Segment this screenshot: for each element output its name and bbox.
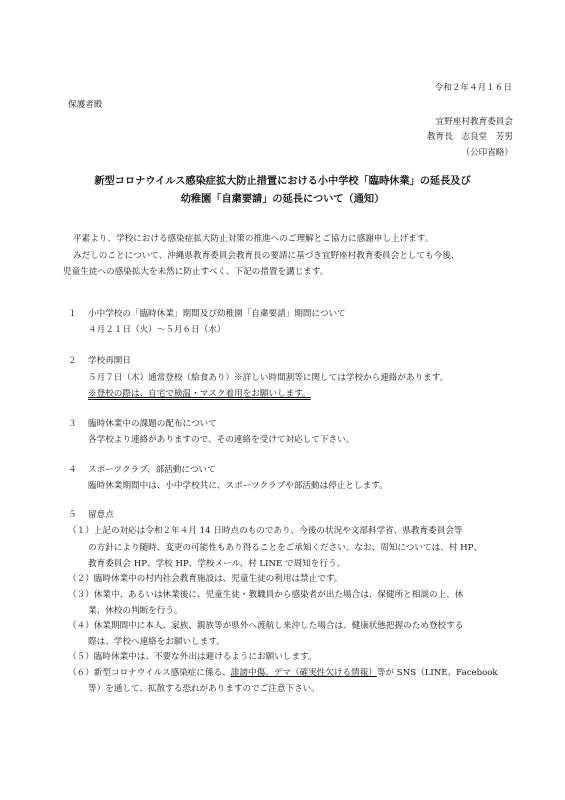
recipient: 保護者殿 — [68, 100, 103, 110]
section2-body-line1: ５月７日（木）通常登校（給食あり）※詳しい時間割等に関しては学校から連絡があります。 — [88, 373, 449, 383]
section5-number: ５ — [68, 510, 77, 520]
note6-suffix: 等が SNS（LINE、Facebook — [376, 668, 498, 678]
issue-date: 令和２年４月１６日 — [434, 83, 512, 93]
intro-line1: 平素より、学校における感染症拡大防止対策の推進へのご理解とご協力に感謝申し上げます。 — [73, 234, 434, 244]
section5-heading: 留意点 — [88, 510, 114, 520]
section3-body: 各学校より連絡がありますので、その連絡を受けて対応して下さい。 — [88, 435, 355, 445]
section1-number: １ — [68, 309, 77, 319]
section4-body: 臨時休業期間中は、小中学校共に、スポーツクラブや部活動は停止とします。 — [88, 481, 388, 491]
note3-line1: （３）休業中、あるいは休業後に、児童生徒・教職員から感染者が出た場合は、保健所と相談の上、休 — [68, 590, 464, 600]
section3-heading: 臨時休業中の課題の配布について — [88, 419, 217, 429]
section2-number: ２ — [68, 356, 77, 366]
note6-underlined-phrase: 誹謗中傷、デマ（確実性欠ける情報） — [230, 668, 377, 678]
section2-heading: 学校再開日 — [88, 356, 131, 366]
section2-body-line2: ※登校の際は、自宅で検温・マスク着用をお願いします。 — [88, 389, 311, 399]
section1-heading: 小中学校の「臨時休業」期間及び幼稚園「自粛要請」期間について — [88, 309, 346, 319]
section3-number: ３ — [68, 419, 77, 429]
note6-line1 — [68, 669, 498, 678]
note6-line2: 等）を通して、拡散する恐れがありますのでご注意下さい。 — [88, 684, 320, 694]
note1-line2: の方針により随時、変更の可能性もあり得ることをご承知ください。なお、周知については、村 HP、 — [88, 543, 482, 553]
sender-name: 教育長 志良堂 芳男 — [427, 132, 513, 142]
note6-prefix: （６）新型コロナウイルス感染症に係る、 — [68, 668, 231, 678]
note1-line3: 教育委員会 HP、学校 HP、学校メール、村 LINE で周知を行う。 — [88, 559, 346, 569]
section1-body: ４月２１日（火）～５月６日（水） — [88, 325, 226, 335]
document-title-line2: 幼稚園「自粛要請」の延長について（通知） — [180, 193, 385, 205]
section4-number: ４ — [68, 465, 77, 475]
note1-line1: （１）上記の対応は令和２年４月 14 日時点のものであり、今後の状況や文部科学省、県教育委員会等 — [68, 526, 463, 536]
note2: （２）臨時休業中の村内社会教育施設は、児童生徒の利用は禁止です。 — [68, 574, 343, 584]
intro-line3: 児童生徒への感染拡大を未然に防止すべく、下記の措置を講じます。 — [63, 267, 329, 277]
sender-organization: 宜野座村教育委員会 — [435, 117, 513, 127]
document-title-line1: 新型コロナウイルス感染症拡大防止措置における小中学校「臨時休業」の延長及び — [94, 175, 471, 187]
section4-heading: スポーツクラブ、部活動について — [88, 465, 216, 475]
note4-line1: （４）休業期間中に本人、家族、親族等が県外へ渡航し来沖した場合は、健康状態把握のため登校する — [68, 621, 464, 631]
note4-line2: 際は、学校へ連絡をお願いします。 — [88, 637, 225, 647]
seal-note: （公印省略） — [461, 148, 513, 158]
note5: （５）臨時休業中は、不要な外出は避けるようにお願いします。 — [68, 652, 317, 662]
intro-line2: みだしのことについて、沖縄県教育委員会教育長の要請に基づき宜野座村教育委員会としても今後、 — [73, 251, 460, 261]
note3-line2: 業、休校の判断を行う。 — [88, 606, 183, 616]
